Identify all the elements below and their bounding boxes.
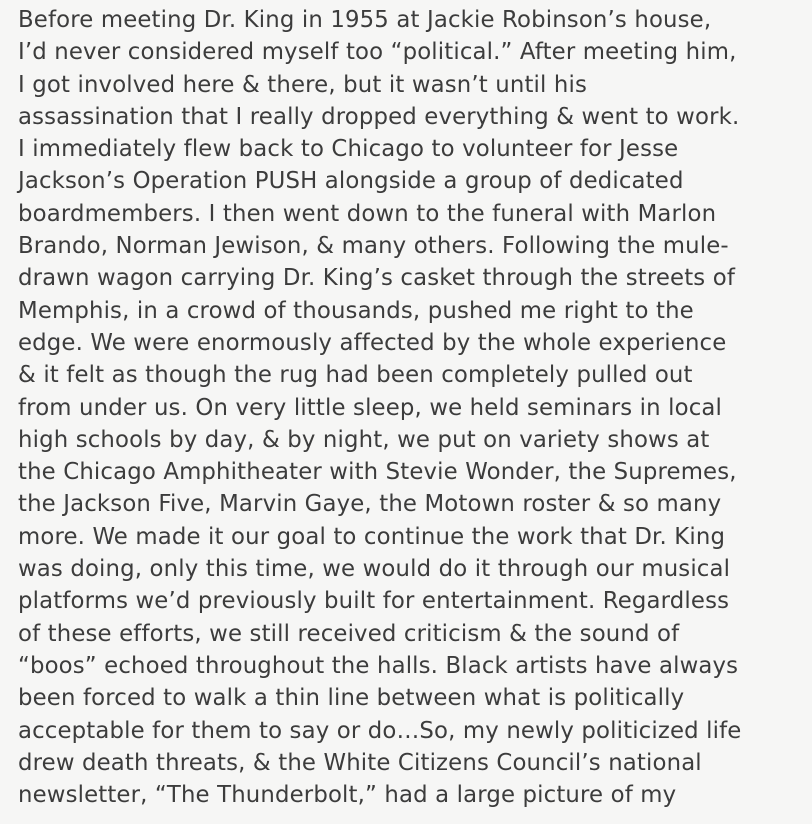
- text-line: I got involved here & there, but it wasn’t until his: [18, 71, 588, 98]
- text-line: high schools by day, & by night, we put on variety shows at: [18, 426, 710, 453]
- text-line: the Jackson Five, Marvin Gaye, the Motown roster & so many: [18, 491, 722, 518]
- text-line: Brando, Norman Jewison, & many others. Following the mule-: [18, 233, 729, 260]
- text-line: of these efforts, we still received criticism & the sound of: [18, 620, 680, 647]
- text-line: newsletter, “The Thunderbolt,” had a large picture of my: [18, 782, 677, 809]
- text-line: Jackson’s Operation PUSH alongside a group of dedicated: [18, 168, 684, 195]
- text-line: & it felt as though the rug had been completely pulled out: [18, 362, 693, 389]
- text-line: was doing, only this time, we would do it through our musical: [18, 556, 731, 583]
- text-line: platforms we’d previously built for entertainment. Regardless: [18, 588, 730, 615]
- text-line: I immediately flew back to Chicago to volunteer for Jesse: [18, 136, 679, 163]
- text-line: edge. We were enormously affected by the whole experience: [18, 329, 727, 356]
- body-text: [18, 4, 808, 811]
- text-line: Before meeting Dr. King in 1955 at Jackie Robinson’s house,: [18, 7, 712, 33]
- text-line: Memphis, in a crowd of thousands, pushed me right to the: [18, 297, 694, 324]
- text-line: “boos” echoed throughout the halls. Black artists have always: [18, 652, 739, 679]
- text-line: from under us. On very little sleep, we held seminars in local: [18, 394, 723, 421]
- text-line: boardmembers. I then went down to the funeral with Marlon: [18, 200, 717, 227]
- text-line: more. We made it our goal to continue the work that Dr. King: [18, 523, 726, 550]
- text-line: been forced to walk a thin line between what is politically: [18, 685, 685, 712]
- text-line: assassination that I really dropped everything & went to work.: [18, 103, 740, 130]
- text-line: acceptable for them to say or do…So, my newly politicized life: [18, 717, 742, 744]
- text-line: I’d never considered myself too “political.” After meeting him,: [18, 39, 737, 66]
- text-line: drew death threats, & the White Citizens Council’s national: [18, 749, 702, 776]
- text-line: the Chicago Amphitheater with Stevie Wonder, the Supremes,: [18, 459, 737, 486]
- text-line: drawn wagon carrying Dr. King’s casket through the streets of: [18, 265, 735, 292]
